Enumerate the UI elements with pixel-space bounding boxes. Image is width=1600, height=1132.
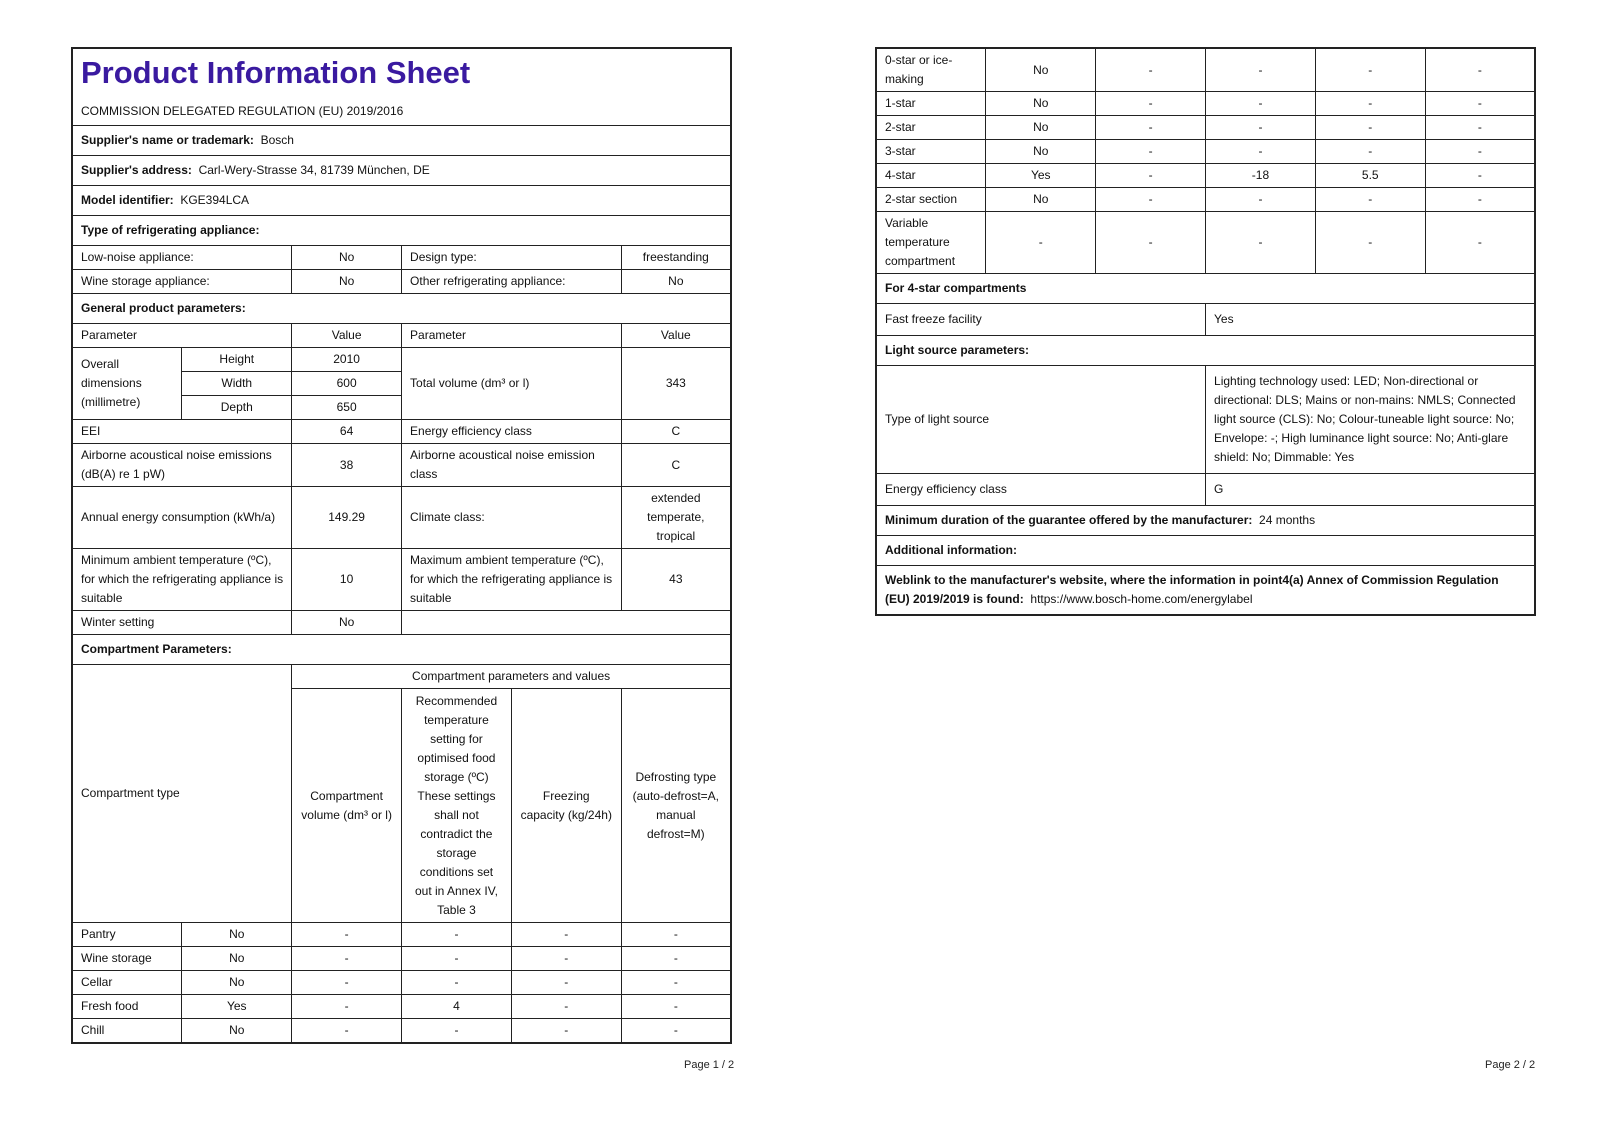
weblink-row [876, 566, 1535, 615]
compartment-defrost: - [621, 947, 731, 971]
param-label: Minimum ambient temperature (ºC), for which the refrigerating appliance is suitable [72, 549, 292, 611]
product-info-table-page-1 [71, 47, 732, 1044]
compartment-heading: Compartment Parameters: [72, 635, 731, 665]
page-1 [71, 47, 732, 1044]
param-label: Climate class: [402, 487, 622, 549]
compartment-volume: - [1096, 140, 1206, 164]
width-label: Width [182, 372, 292, 396]
param-value: 10 [292, 549, 402, 611]
col-header-value: Value [621, 324, 731, 348]
compartment-defrost: - [621, 995, 731, 1019]
light-class-value: G [1206, 474, 1535, 506]
compartment-freeze: - [1315, 140, 1425, 164]
type-value: No [292, 270, 402, 294]
compartment-name: Variable temperature compartment [876, 212, 986, 274]
compartment-freeze: - [1315, 48, 1425, 92]
compartment-present: No [182, 1019, 292, 1044]
col-compartment-volume: Compartment volume (dm³ or l) [292, 689, 402, 923]
fast-freeze-label: Fast freeze facility [876, 304, 1206, 336]
compartment-name: 2-star [876, 116, 986, 140]
depth-value: 650 [292, 396, 402, 420]
compartment-defrost: - [1425, 188, 1535, 212]
winter-setting-label: Winter setting [72, 611, 292, 635]
title-cell [72, 48, 731, 126]
compartment-freeze: - [1315, 116, 1425, 140]
param-value: C [621, 420, 731, 444]
param-label: Maximum ambient temperature (ºC), for which the refrigerating appliance is suitable [402, 549, 622, 611]
compartment-temp: -18 [1206, 164, 1316, 188]
col-recommended-temperature: Recommended temperature setting for optimised food storage (ºC) These settings shall not contradict the storage conditions set out in Annex IV, Table 3 [402, 689, 512, 923]
winter-setting-value: No [292, 611, 402, 635]
compartment-name: Pantry [72, 923, 182, 947]
compartment-volume: - [1096, 48, 1206, 92]
page-number-1: Page 1 / 2 [684, 1059, 735, 1071]
compartment-temp: - [402, 947, 512, 971]
type-heading: Type of refrigerating appliance: [72, 216, 731, 246]
width-value: 600 [292, 372, 402, 396]
compartment-freeze: - [1315, 92, 1425, 116]
param-label: Annual energy consumption (kWh/a) [72, 487, 292, 549]
compartment-defrost: - [1425, 164, 1535, 188]
compartment-volume: - [292, 947, 402, 971]
supplier-name-row [72, 126, 731, 156]
supplier-address-value: Carl-Wery-Strasse 34, 81739 München, DE [198, 163, 430, 177]
compartment-present: No [986, 116, 1096, 140]
col-header-parameter: Parameter [402, 324, 622, 348]
supplier-name-value: Bosch [260, 133, 294, 147]
compartment-volume: - [1096, 188, 1206, 212]
compartment-freeze: - [511, 971, 621, 995]
empty-cell [402, 611, 731, 635]
compartment-name: Chill [72, 1019, 182, 1044]
param-value: 38 [292, 444, 402, 487]
compartment-name: Fresh food [72, 995, 182, 1019]
height-value: 2010 [292, 348, 402, 372]
light-class-label: Energy efficiency class [876, 474, 1206, 506]
page-number-2: Page 2 / 2 [1485, 1059, 1536, 1071]
supplier-name-label: Supplier's name or trademark: [81, 133, 254, 147]
compartment-temp: - [1206, 48, 1316, 92]
compartment-defrost: - [1425, 140, 1535, 164]
page-2 [875, 47, 1536, 616]
model-identifier-row [72, 186, 731, 216]
param-label: Airborne acoustical noise emission class [402, 444, 622, 487]
compartment-freeze: - [511, 923, 621, 947]
compartment-type-header: Compartment type [72, 665, 292, 923]
compartment-temp: - [1206, 92, 1316, 116]
compartment-defrost: - [1425, 92, 1535, 116]
compartment-defrost: - [621, 1019, 731, 1044]
type-value: No [621, 270, 731, 294]
compartment-volume: - [1096, 92, 1206, 116]
param-label: Energy efficiency class [402, 420, 622, 444]
compartment-volume: - [1096, 164, 1206, 188]
fast-freeze-value: Yes [1206, 304, 1535, 336]
total-volume-value: 343 [621, 348, 731, 420]
param-label: Airborne acoustical noise emissions (dB(A) re 1 pW) [72, 444, 292, 487]
compartment-temp: - [1206, 116, 1316, 140]
compartment-name: 0-star or ice-making [876, 48, 986, 92]
compartment-name: 2-star section [876, 188, 986, 212]
compartment-volume: - [1096, 212, 1206, 274]
supplier-address-row [72, 156, 731, 186]
product-info-table-page-2 [875, 47, 1536, 616]
compartment-freeze: - [1315, 188, 1425, 212]
light-source-heading: Light source parameters: [876, 336, 1535, 366]
type-value: freestanding [621, 246, 731, 270]
four-star-heading: For 4-star compartments [876, 274, 1535, 304]
compartment-freeze: - [1315, 212, 1425, 274]
col-freezing-capacity: Freezing capacity (kg/24h) [511, 689, 621, 923]
compartment-present: No [182, 971, 292, 995]
compartment-freeze: - [511, 995, 621, 1019]
compartment-freeze: 5.5 [1315, 164, 1425, 188]
compartment-name: Cellar [72, 971, 182, 995]
compartment-volume: - [292, 923, 402, 947]
param-value: 149.29 [292, 487, 402, 549]
model-identifier-value: KGE394LCA [180, 193, 250, 207]
type-param: Other refrigerating appliance: [402, 270, 622, 294]
compartment-name: Wine storage [72, 947, 182, 971]
param-value: 43 [621, 549, 731, 611]
param-value: C [621, 444, 731, 487]
type-param: Design type: [402, 246, 622, 270]
weblink-value[interactable]: https://www.bosch-home.com/energylabel [1030, 591, 1253, 606]
guarantee-row [876, 506, 1535, 536]
compartment-present: No [986, 48, 1096, 92]
compartment-present: No [182, 923, 292, 947]
compartment-present: No [986, 92, 1096, 116]
light-type-label: Type of light source [876, 366, 1206, 474]
compartment-temp: - [1206, 212, 1316, 274]
regulation-text: COMMISSION DELEGATED REGULATION (EU) 2019/2016 [81, 104, 404, 118]
dimensions-label: Overall dimensions (millimetre) [72, 348, 182, 420]
compartment-volume: - [292, 1019, 402, 1044]
compartment-defrost: - [1425, 48, 1535, 92]
compartment-params-header: Compartment parameters and values [292, 665, 731, 689]
compartment-volume: - [1096, 116, 1206, 140]
compartment-temp: 4 [402, 995, 512, 1019]
compartment-defrost: - [621, 971, 731, 995]
type-value: No [292, 246, 402, 270]
general-heading: General product parameters: [72, 294, 731, 324]
compartment-present: No [986, 188, 1096, 212]
compartment-present: Yes [986, 164, 1096, 188]
col-header-parameter: Parameter [72, 324, 292, 348]
height-label: Height [182, 348, 292, 372]
total-volume-label: Total volume (dm³ or l) [402, 348, 622, 420]
compartment-temp: - [402, 1019, 512, 1044]
compartment-volume: - [292, 971, 402, 995]
supplier-address-label: Supplier's address: [81, 163, 192, 177]
page-title: Product Information Sheet [81, 55, 471, 90]
compartment-temp: - [1206, 140, 1316, 164]
model-identifier-label: Model identifier: [81, 193, 174, 207]
type-param: Wine storage appliance: [72, 270, 292, 294]
compartment-name: 1-star [876, 92, 986, 116]
compartment-temp: - [1206, 188, 1316, 212]
compartment-present: Yes [182, 995, 292, 1019]
compartment-defrost: - [1425, 116, 1535, 140]
col-header-value: Value [292, 324, 402, 348]
additional-info-heading: Additional information: [876, 536, 1535, 566]
compartment-present: - [986, 212, 1096, 274]
param-value: extended temperate, tropical [621, 487, 731, 549]
param-value: 64 [292, 420, 402, 444]
weblink-label: Weblink to the manufacturer's website, where the information in point4(a) Annex of Commission Regulation (EU) 2019/2019 is found: [885, 572, 1499, 606]
compartment-name: 3-star [876, 140, 986, 164]
compartment-present: No [986, 140, 1096, 164]
compartment-defrost: - [1425, 212, 1535, 274]
guarantee-label: Minimum duration of the guarantee offered by the manufacturer: [885, 513, 1253, 527]
compartment-volume: - [292, 995, 402, 1019]
compartment-defrost: - [621, 923, 731, 947]
compartment-temp: - [402, 923, 512, 947]
compartment-name: 4-star [876, 164, 986, 188]
compartment-freeze: - [511, 947, 621, 971]
param-label: EEI [72, 420, 292, 444]
depth-label: Depth [182, 396, 292, 420]
type-param: Low-noise appliance: [72, 246, 292, 270]
light-type-value: Lighting technology used: LED; Non-directional or directional: DLS; Mains or non-mains: NMLS; Connected light source (CLS): No; Colour-tuneable light source: No; Envelope: -; High luminance light source: No; Anti-glare shield: No; Dimmable: Yes [1206, 366, 1535, 474]
guarantee-value: 24 months [1259, 513, 1316, 527]
compartment-freeze: - [511, 1019, 621, 1044]
col-defrosting-type: Defrosting type (auto-defrost=A, manual defrost=M) [621, 689, 731, 923]
compartment-present: No [182, 947, 292, 971]
compartment-temp: - [402, 971, 512, 995]
